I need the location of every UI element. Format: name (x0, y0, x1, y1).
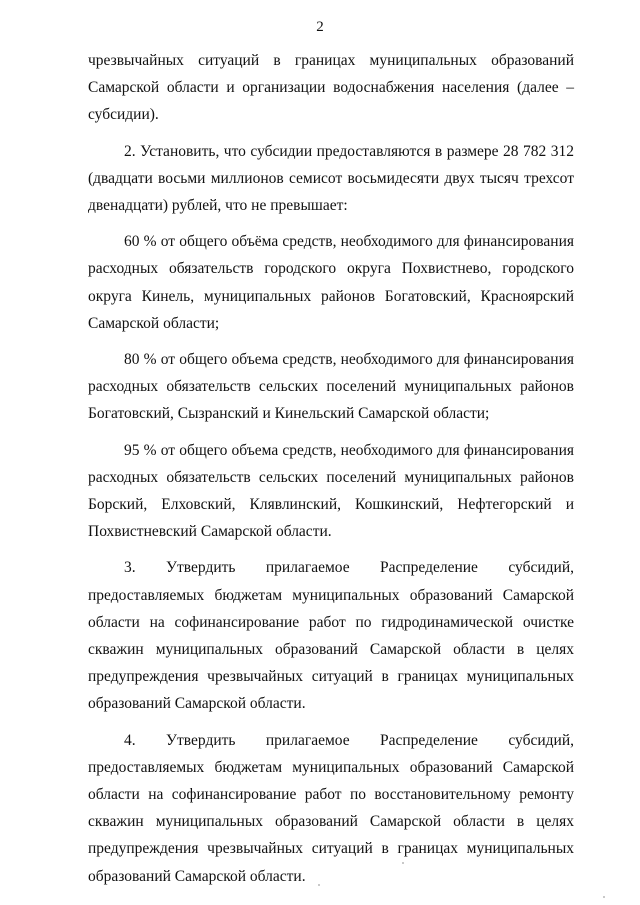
page-number: 2 (316, 19, 324, 35)
scan-speck (603, 896, 605, 898)
paragraph-80-percent: 80 % от общего объема средств, необходимого для финансирования расходных обязательств сельских поселений муниципальных районов Богатовский, Сызранский и Кинельский Самарской области; (88, 351, 574, 423)
scan-speck (402, 862, 404, 864)
document-body (88, 47, 574, 890)
paragraph-item-4: 4. Утвердить прилагаемое Распределение субсидий, предоставляемых бюджетам муниципальных образований Самарской области на софинансирование работ по восстановительному ремонту скважин муниципальных образований Самарской области в целях предупреждения чрезвычайных ситуаций в границах муниципальных образований Самарской области. (88, 731, 574, 885)
paragraph-item-2: 2. Установить, что субсидии предоставляются в размере 28 782 312 (двадцати восьми миллионов семисот восьмидесяти двух тысяч трехсот двенадцати) рублей, что не превышает: (88, 142, 574, 215)
paragraph-95-percent: 95 % от общего объема средств, необходимого для финансирования расходных обязательств сельских поселений муниципальных районов Борский, Елховский, Клявлинский, Кошкинский, Нефтегорский и Похвистневский Самарской области. (88, 441, 574, 541)
paragraph-60-percent: 60 % от общего объёма средств, необходимого для финансирования расходных обязательств городского округа Похвистнево, городского округа Кинель, муниципальных районов Богатовский, Красноярский Самарской области; (88, 233, 574, 332)
scan-speck (318, 884, 320, 886)
paragraph-item-3: 3. Утвердить прилагаемое Распределение субсидий, предоставляемых бюджетам муниципальных образований Самарской области на софинансирование работ по гидродинамической очистке скважин муниципальных образований Самарской области в целях предупреждения чрезвычайных ситуаций в границах муниципальных образований Самарской области. (88, 559, 574, 713)
paragraph-continuation: чрезвычайных ситуаций в границах муниципальных образований Самарской области и организации водоснабжения населения (далее – субсидии). (88, 52, 574, 124)
